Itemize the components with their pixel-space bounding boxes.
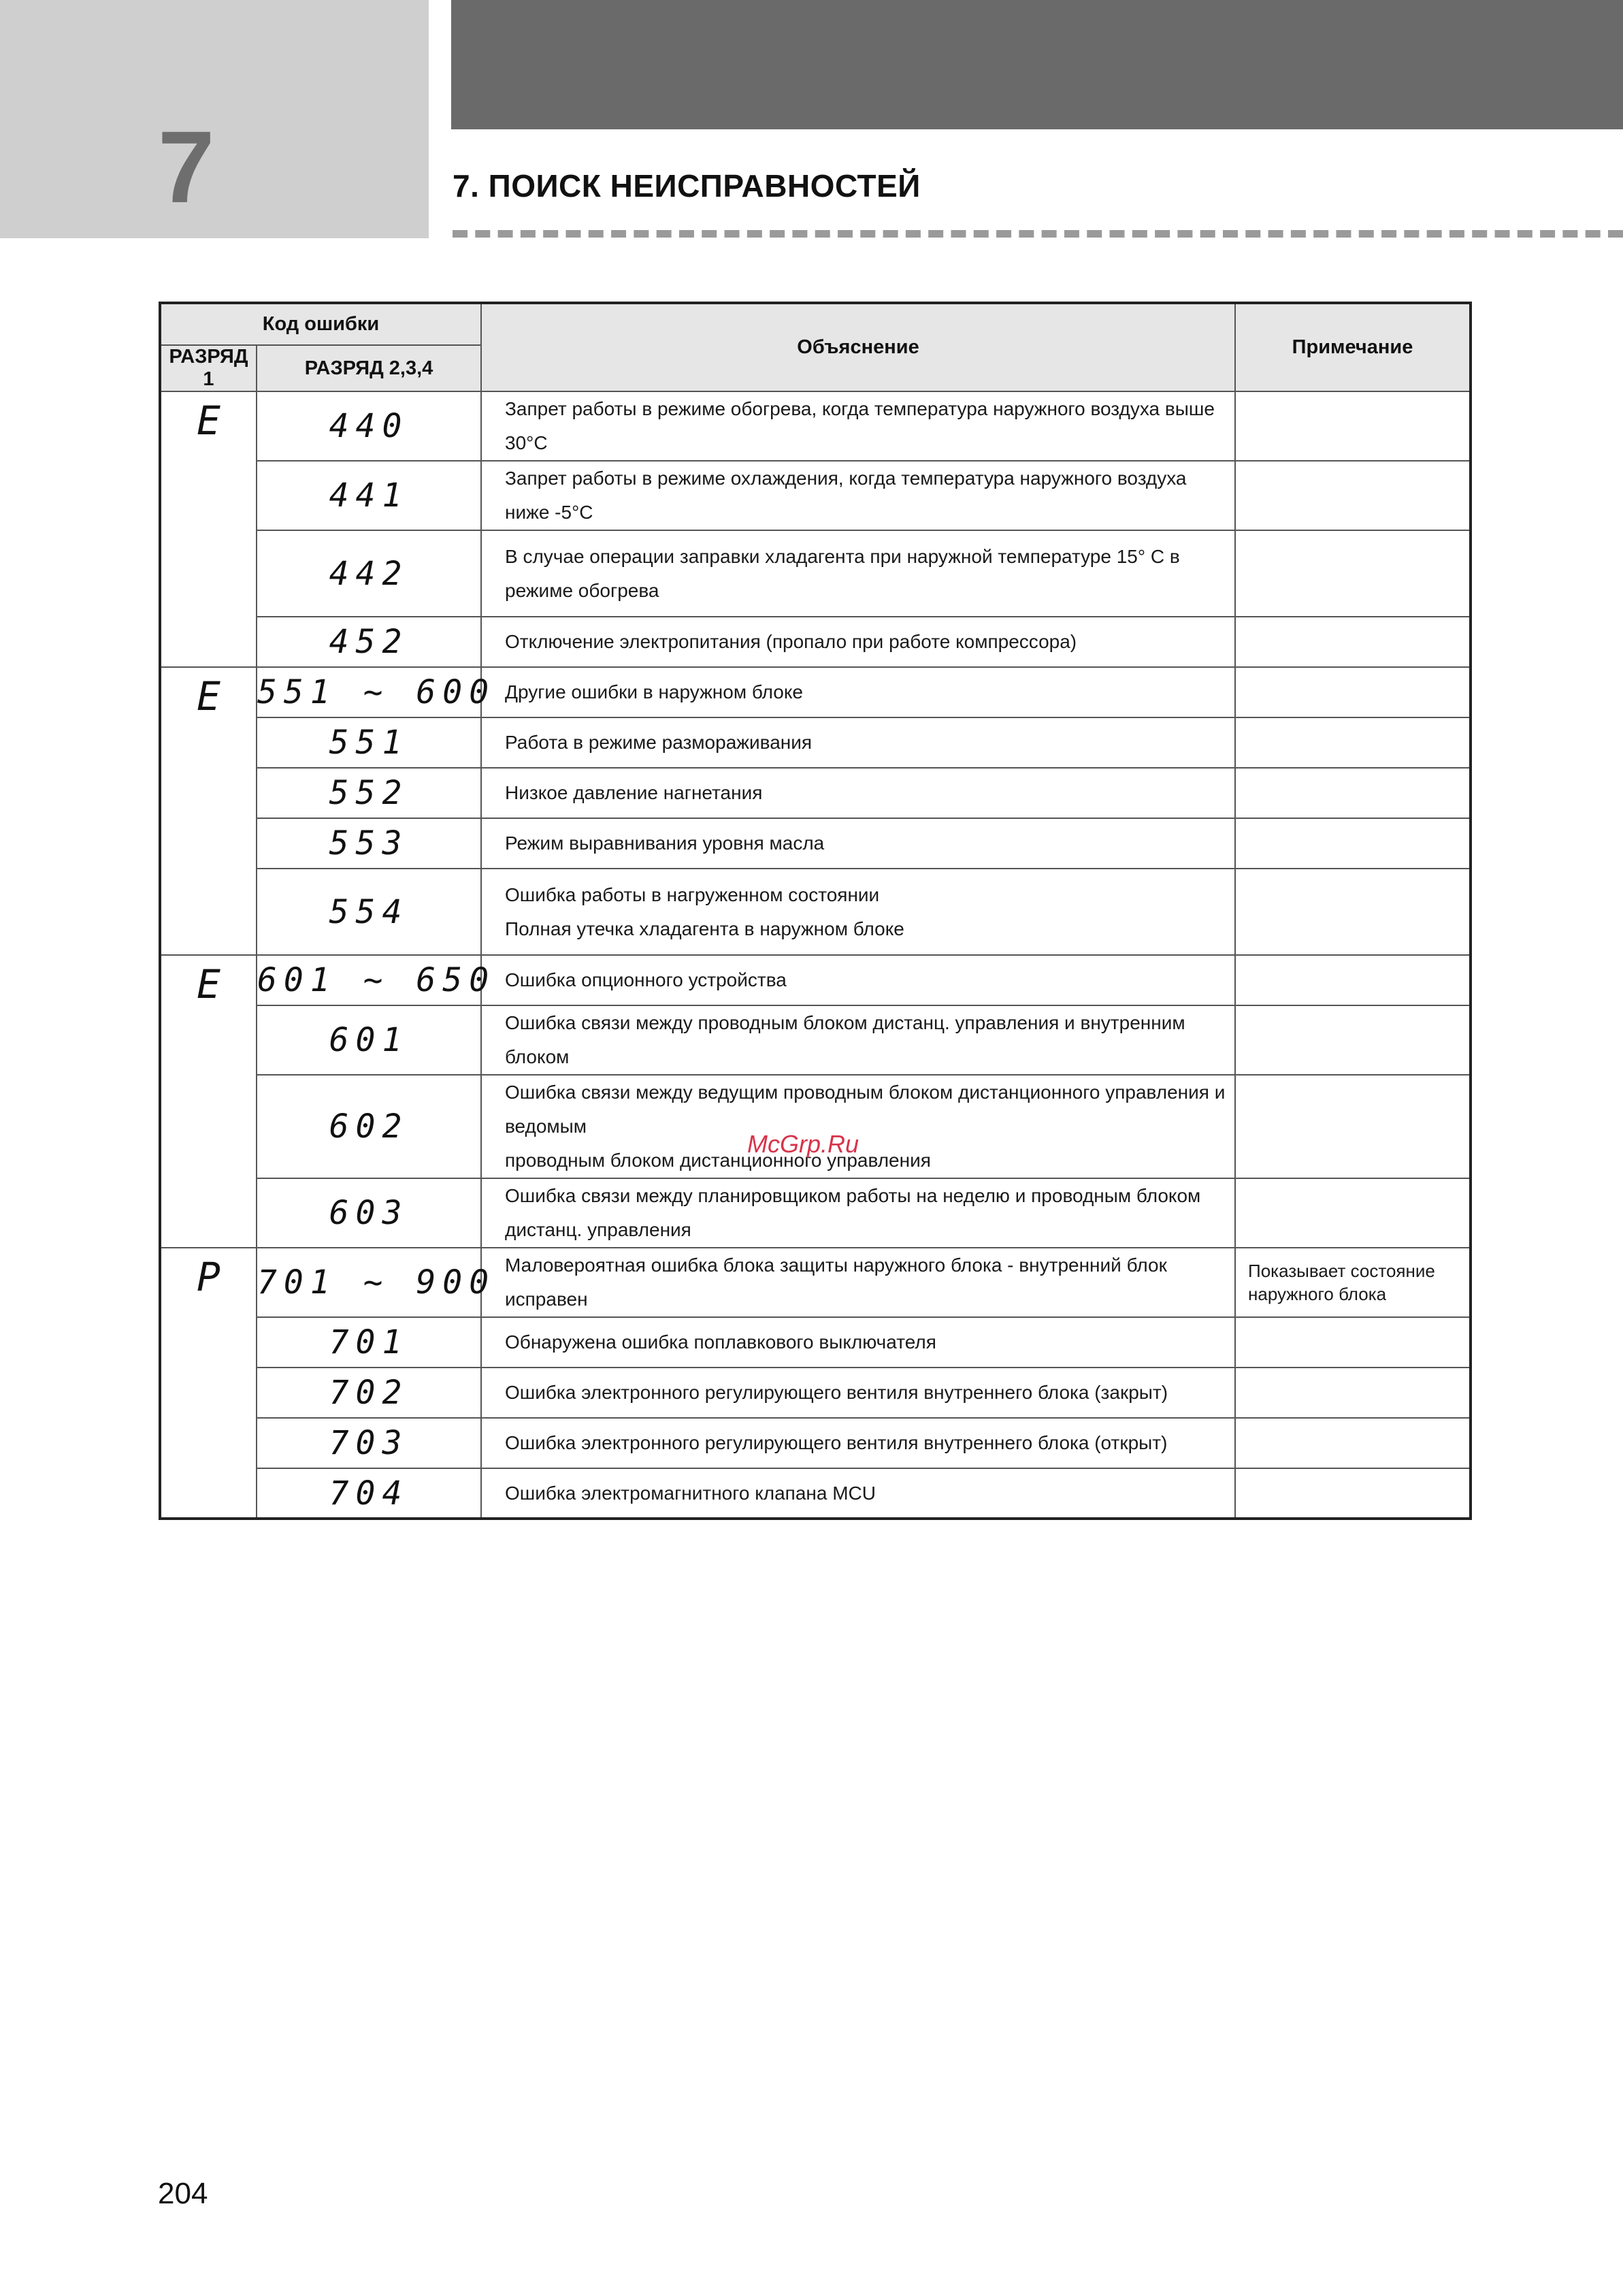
header-digits-234: РАЗРЯД 2,3,4 [257,345,481,391]
note-cell [1235,1005,1471,1075]
page-number: 204 [158,2177,208,2210]
explanation-cell [481,530,1235,617]
explanation-cell [481,1178,1235,1248]
explanation-cell [481,1075,1235,1178]
explanation-line: Запрет работы в режиме охлаждения, когда температура наружного воздуха ниже -5°C [505,468,1187,523]
header-bar [451,0,1623,129]
digit1-cell: E [160,667,257,955]
note-cell [1235,1075,1471,1178]
table-row [160,391,1471,461]
note-cell [1235,617,1471,667]
table-row [160,768,1471,818]
explanation-line: Маловероятная ошибка блока защиты наружного блока - внутренний блок исправен [505,1255,1167,1310]
table-row [160,1178,1471,1248]
table-row [160,1368,1471,1418]
note-cell [1235,530,1471,617]
explanation-cell [481,818,1235,869]
table-row [160,461,1471,530]
digit1-cell: P [160,1248,257,1519]
explanation-cell [481,768,1235,818]
error-code-cell: 452 [257,617,481,667]
explanation-line: Режим выравнивания уровня масла [505,832,825,854]
error-code-cell: 701 [257,1317,481,1368]
note-cell [1235,667,1471,717]
watermark: McGrp.Ru [747,1130,859,1158]
error-code-cell: 701 ~ 900 [257,1248,481,1317]
explanation-cell [481,1248,1235,1317]
table-row [160,869,1471,955]
error-code-table [159,302,1472,1520]
explanation-line: Ошибка связи между ведущим проводным блоком дистанционного управления и ведомым [505,1082,1226,1137]
error-code-cell: 552 [257,768,481,818]
explanation-cell [481,391,1235,461]
table-row [160,1075,1471,1178]
explanation-cell [481,461,1235,530]
explanation-line: Ошибка электронного регулирующего вентиля внутреннего блока (открыт) [505,1432,1168,1453]
explanation-line: Ошибка электромагнитного клапана MCU [505,1482,876,1504]
error-code-cell: 601 ~ 650 [257,955,481,1005]
explanation-cell [481,1317,1235,1368]
explanation-cell [481,617,1235,667]
header-error-code: Код ошибки [160,303,481,345]
table-row [160,1317,1471,1368]
note-cell [1235,869,1471,955]
explanation-cell [481,1368,1235,1418]
error-code-cell: 441 [257,461,481,530]
note-cell [1235,955,1471,1005]
error-code-cell: 603 [257,1178,481,1248]
chapter-number: 7 [158,110,215,224]
error-code-cell: 442 [257,530,481,617]
table-row [160,667,1471,717]
explanation-line: Другие ошибки в наружном блоке [505,681,804,702]
note-cell [1235,1317,1471,1368]
explanation-cell [481,717,1235,768]
error-code-cell: 601 [257,1005,481,1075]
explanation-cell [481,1005,1235,1075]
explanation-line: Полная утечка хладагента в наружном блоке [505,918,904,939]
error-code-cell: 602 [257,1075,481,1178]
explanation-line: Низкое давление нагнетания [505,782,763,803]
table-row [160,818,1471,869]
explanation-line: Отключение электропитания (пропало при работе компрессора) [505,631,1077,652]
note-cell [1235,1178,1471,1248]
error-code-cell: 703 [257,1418,481,1468]
explanation-line: Обнаружена ошибка поплавкового выключателя [505,1331,936,1353]
table-row [160,1468,1471,1519]
table-row [160,1248,1471,1317]
explanation-line: Ошибка опционного устройства [505,969,787,990]
note-cell [1235,391,1471,461]
note-cell [1235,717,1471,768]
header-explanation: Объяснение [481,303,1235,391]
explanation-line: Ошибка связи между проводным блоком дистанц. управления и внутренним блоком [505,1012,1185,1067]
header-digit-1: РАЗРЯД 1 [160,345,257,391]
explanation-cell [481,955,1235,1005]
explanation-line: Ошибка связи между планировщиком работы на неделю и проводным блоком дистанц. управления [505,1185,1201,1240]
note-cell [1235,1418,1471,1468]
note-cell [1235,1468,1471,1519]
note-cell: Показывает состояние наружного блока [1235,1248,1471,1317]
explanation-cell [481,869,1235,955]
table-row [160,530,1471,617]
note-cell [1235,768,1471,818]
error-code-cell: 554 [257,869,481,955]
error-code-cell: 551 ~ 600 [257,667,481,717]
table-row [160,1418,1471,1468]
explanation-cell [481,667,1235,717]
error-code-cell: 551 [257,717,481,768]
explanation-line: Запрет работы в режиме обогрева, когда температура наружного воздуха выше 30°C [505,398,1215,453]
table-row [160,617,1471,667]
table-row [160,717,1471,768]
note-cell [1235,461,1471,530]
dashed-divider [453,230,1623,238]
note-cell [1235,1368,1471,1418]
table-body [160,391,1471,1519]
error-code-cell: 704 [257,1468,481,1519]
table-row [160,955,1471,1005]
table-row [160,1005,1471,1075]
explanation-line: Ошибка работы в нагруженном состоянии [505,884,880,905]
error-code-cell: 553 [257,818,481,869]
digit1-cell: E [160,955,257,1248]
explanation-line: В случае операции заправки хладагента при наружной температуре 15° C в режиме обогрева [505,545,1180,601]
explanation-cell [481,1468,1235,1519]
explanation-cell [481,1418,1235,1468]
error-code-cell: 440 [257,391,481,461]
error-code-cell: 702 [257,1368,481,1418]
explanation-line: Работа в режиме размораживания [505,732,813,753]
header-note: Примечание [1235,303,1471,391]
section-title: 7. ПОИСК НЕИСПРАВНОСТЕЙ [453,168,921,204]
note-cell [1235,818,1471,869]
explanation-line: Ошибка электронного регулирующего вентиля внутреннего блока (закрыт) [505,1382,1168,1403]
digit1-cell: E [160,391,257,667]
explanation-line: проводным блоком дистанционного управления [505,1150,931,1171]
